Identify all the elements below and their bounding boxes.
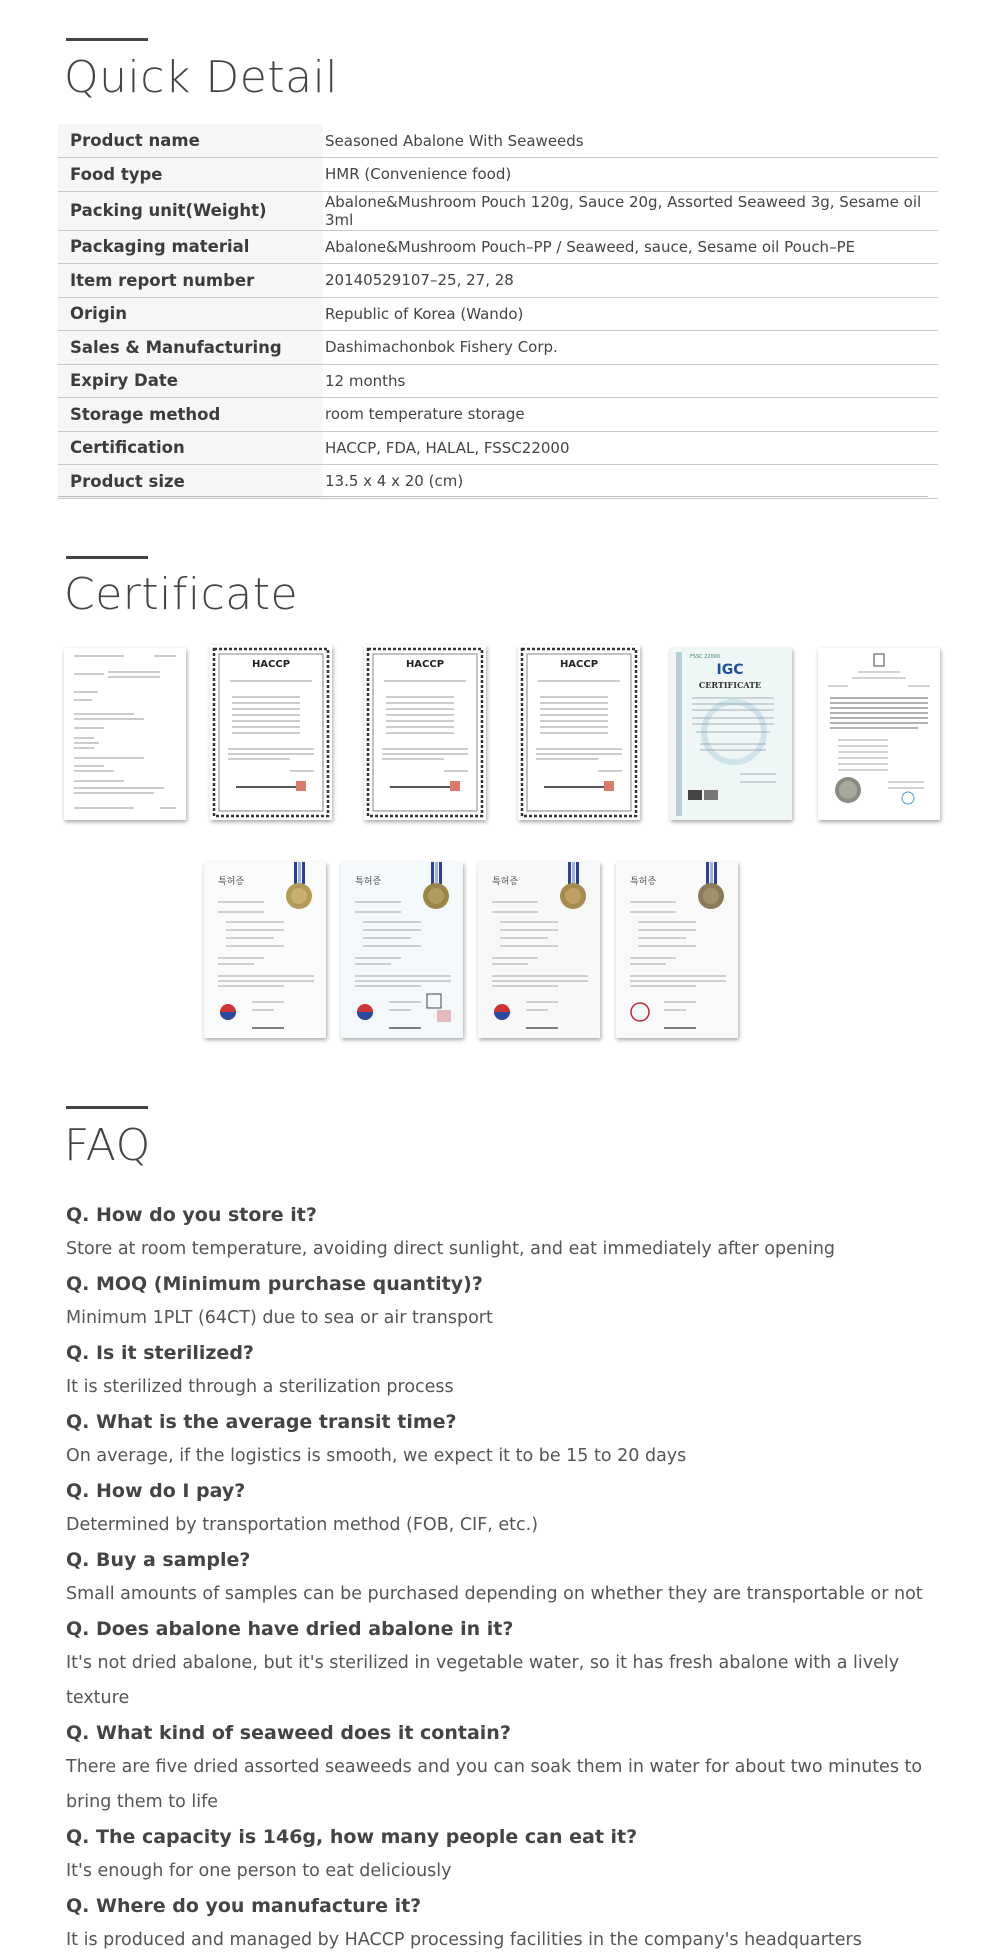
faq-question: Q. Is it sterilized? xyxy=(66,1342,254,1364)
certificate-korean-award-2[interactable] xyxy=(341,862,463,1038)
faq-answer: It is sterilized through a sterilization process xyxy=(66,1377,454,1397)
row-value: HMR (Convenience food) xyxy=(325,165,512,184)
faq-answer: Determined by transportation method (FOB, CIF, etc.) xyxy=(66,1515,539,1535)
row-value: 13.5 x 4 x 20 (cm) xyxy=(325,472,464,491)
faq-answer: Small amounts of samples can be purchased depending on whether they are transportable or not xyxy=(66,1584,923,1604)
certificate-haccp-2[interactable] xyxy=(364,645,486,820)
svg-text:특허증: 특허증 xyxy=(218,877,245,887)
svg-text:FSSC 22000: FSSC 22000 xyxy=(690,654,721,660)
faq-question: Q. What kind of seaweed does it contain? xyxy=(66,1722,511,1744)
row-label: Packaging material xyxy=(58,230,323,264)
table-bottom-divider xyxy=(58,496,928,497)
faq-divider xyxy=(66,1106,148,1109)
faq-answer: Minimum 1PLT (64CT) due to sea or air transport xyxy=(66,1308,493,1328)
row-label: Packing unit(Weight) xyxy=(58,191,323,230)
certificate-korean-award-3[interactable] xyxy=(478,862,600,1038)
document-thumbnail xyxy=(670,648,792,820)
document-thumbnail xyxy=(478,862,600,1038)
quick-detail-divider xyxy=(66,38,148,41)
table-row xyxy=(58,398,938,432)
row-label: Food type xyxy=(58,158,323,192)
row-value: Abalone&Mushroom Pouch 120g, Sauce 20g, Assorted Seaweed 3g, Sesame oil 3ml xyxy=(325,192,922,229)
table-row xyxy=(58,331,938,365)
certificate-divider xyxy=(66,556,148,559)
row-value: Dashimachonbok Fishery Corp. xyxy=(325,338,558,357)
faq-question: Q. The capacity is 146g, how many people can eat it? xyxy=(66,1826,638,1848)
row-value: Abalone&Mushroom Pouch–PP / Seaweed, sauce, Sesame oil Pouch–PE xyxy=(325,237,856,256)
table-row xyxy=(58,124,938,158)
row-label: Product size xyxy=(58,465,323,499)
document-thumbnail xyxy=(364,645,486,820)
table-row xyxy=(58,364,938,398)
row-label: Item report number xyxy=(58,264,323,298)
quick-detail-title: Quick Detail xyxy=(64,52,339,103)
faq-question: Q. How do I pay? xyxy=(66,1480,246,1502)
row-label: Storage method xyxy=(58,398,323,432)
faq-question: Q. Buy a sample? xyxy=(66,1549,251,1571)
svg-text:특허증: 특허증 xyxy=(492,877,519,887)
row-value: HACCP, FDA, HALAL, FSSC22000 xyxy=(325,438,570,457)
svg-text:특허증: 특허증 xyxy=(630,877,657,887)
faq-answer: It's not dried abalone, but it's sterilized in vegetable water, so it has fresh abalone with a lively texture xyxy=(66,1653,900,1708)
svg-text:CERTIFICATE: CERTIFICATE xyxy=(698,680,762,690)
table-row xyxy=(58,297,938,331)
document-thumbnail xyxy=(341,862,463,1038)
document-thumbnail xyxy=(518,645,640,820)
quick-detail-table xyxy=(58,124,938,499)
table-row xyxy=(58,191,938,230)
document-thumbnail xyxy=(616,862,738,1038)
svg-text:특허증: 특허증 xyxy=(355,877,382,887)
row-label: Product name xyxy=(58,124,323,158)
row-value: 20140529107–25, 27, 28 xyxy=(325,271,514,290)
faq-answer: Store at room temperature, avoiding direct sunlight, and eat immediately after opening xyxy=(66,1239,836,1259)
table-row xyxy=(58,465,938,499)
certificate-korean-award-4[interactable] xyxy=(616,862,738,1038)
table-row xyxy=(58,431,938,465)
certificate-fssc[interactable] xyxy=(670,648,792,820)
row-value: room temperature storage xyxy=(325,405,525,424)
table-row xyxy=(58,230,938,264)
faq-question: Q. What is the average transit time? xyxy=(66,1411,457,1433)
faq-list xyxy=(66,1198,966,1958)
svg-text:HACCP: HACCP xyxy=(405,659,445,670)
document-thumbnail xyxy=(204,862,326,1038)
document-thumbnail xyxy=(818,648,940,820)
faq-answer: There are five dried assorted seaweeds and you can soak them in water for about two minutes to bring them to life xyxy=(66,1757,923,1812)
faq-answer: It is produced and managed by HACCP processing facilities in the company's headquarters xyxy=(66,1930,862,1950)
row-value: 12 months xyxy=(325,371,406,390)
certificate-haccp-3[interactable] xyxy=(518,645,640,820)
faq-question: Q. Does abalone have dried abalone in it? xyxy=(66,1618,514,1640)
certificate-fda-letter[interactable] xyxy=(64,648,186,820)
certificate-haccp-1[interactable] xyxy=(210,645,332,820)
document-thumbnail xyxy=(64,648,186,820)
row-value: Republic of Korea (Wando) xyxy=(325,304,524,323)
row-label: Expiry Date xyxy=(58,364,323,398)
row-label: Sales & Manufacturing xyxy=(58,331,323,365)
certificate-title: Certificate xyxy=(64,569,299,620)
faq-question: Q. MOQ (Minimum purchase quantity)? xyxy=(66,1273,483,1295)
faq-answer: On average, if the logistics is smooth, we expect it to be 15 to 20 days xyxy=(66,1446,687,1466)
table-row xyxy=(58,158,938,192)
row-label: Certification xyxy=(58,431,323,465)
table-row xyxy=(58,264,938,298)
svg-text:HACCP: HACCP xyxy=(251,659,291,670)
row-label: Origin xyxy=(58,297,323,331)
certificate-korean-award-1[interactable] xyxy=(204,862,326,1038)
faq-title: FAQ xyxy=(64,1120,151,1171)
row-value: Seasoned Abalone With Seaweeds xyxy=(325,131,584,150)
svg-text:HACCP: HACCP xyxy=(559,659,599,670)
svg-text:IGC: IGC xyxy=(716,662,744,678)
faq-question: Q. How do you store it? xyxy=(66,1204,317,1226)
certificate-halal[interactable] xyxy=(818,648,940,820)
faq-question: Q. Where do you manufacture it? xyxy=(66,1895,422,1917)
faq-answer: It's enough for one person to eat deliciously xyxy=(66,1861,452,1881)
document-thumbnail xyxy=(210,645,332,820)
